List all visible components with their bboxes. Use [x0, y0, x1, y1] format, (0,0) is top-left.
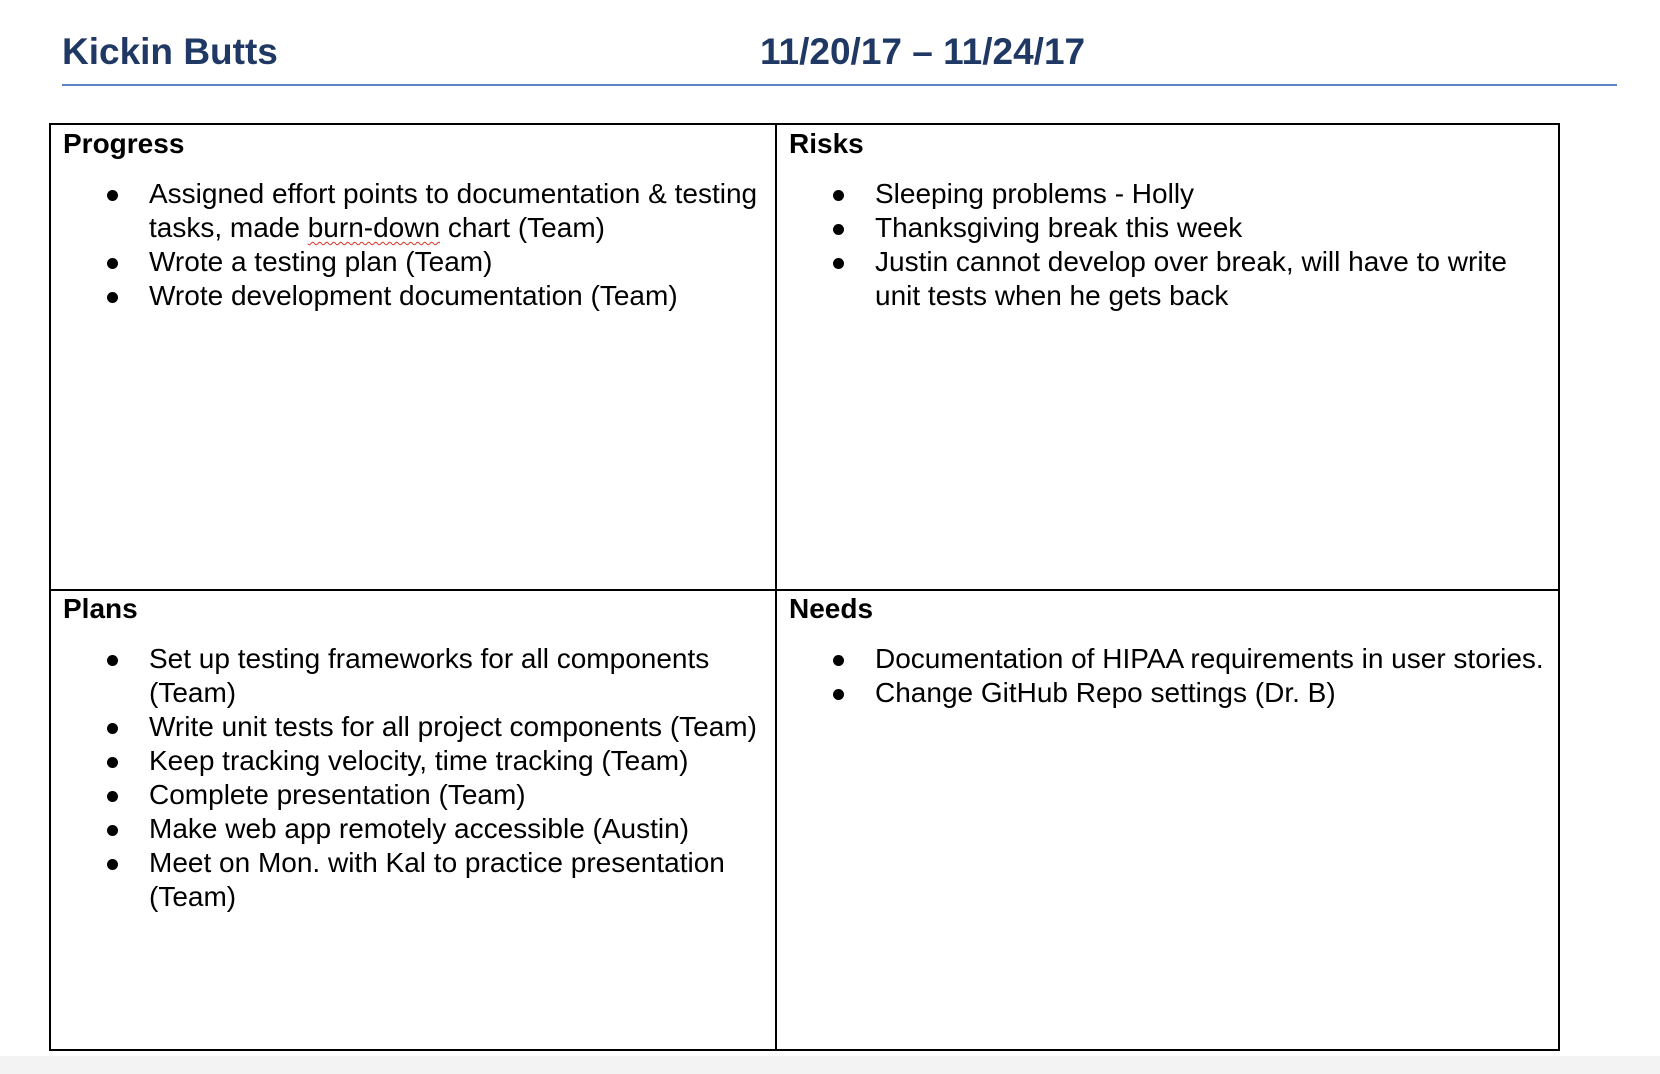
list-item-text: Documentation of HIPAA requirements in user stories.: [875, 643, 1544, 674]
list-item-text: Meet on Mon. with Kal to practice presentation (Team): [149, 847, 725, 912]
bullet-icon: [107, 655, 118, 666]
list-item: [63, 245, 776, 279]
bullet-icon: [107, 292, 118, 303]
progress-list: [63, 177, 776, 313]
list-item: [63, 177, 776, 245]
bullet-icon: [833, 190, 844, 201]
list-item-text: Wrote development documentation (Team): [149, 280, 678, 311]
list-item: [63, 710, 776, 744]
bullet-icon: [833, 689, 844, 700]
bullet-icon: [107, 723, 118, 734]
risks-list: [789, 177, 1558, 313]
list-item: [789, 642, 1558, 676]
status-table: [49, 123, 1560, 1051]
list-item-text: Complete presentation (Team): [149, 779, 526, 810]
bullet-icon: [107, 258, 118, 269]
bullet-icon: [833, 258, 844, 269]
list-item: [63, 744, 776, 778]
bullet-icon: [833, 224, 844, 235]
plans-cell: [51, 590, 776, 1049]
list-item-text: Justin cannot develop over break, will have to write unit tests when he gets back: [875, 246, 1507, 311]
needs-heading: Needs: [789, 593, 874, 624]
list-item: [63, 812, 776, 846]
list-item-text: Change GitHub Repo settings (Dr. B): [875, 677, 1336, 708]
list-item-text: Thanksgiving break this week: [875, 212, 1243, 243]
list-item-text: Keep tracking velocity, time tracking (Team): [149, 745, 689, 776]
bullet-icon: [833, 655, 844, 666]
bullet-icon: [107, 825, 118, 836]
list-item-text: Write unit tests for all project components (Team): [149, 711, 757, 742]
list-item-text: Assigned effort points to documentation & testing tasks, made: [149, 178, 758, 243]
bullet-icon: [107, 190, 118, 201]
risks-heading: Risks: [789, 128, 864, 159]
bullet-icon: [107, 757, 118, 768]
header-divider: [62, 84, 1617, 86]
list-item-text: Make web app remotely accessible (Austin): [149, 813, 690, 844]
bullet-icon: [107, 859, 118, 870]
list-item-text: Sleeping problems - Holly: [875, 178, 1195, 209]
progress-heading: Progress: [63, 128, 185, 159]
needs-list: [789, 642, 1558, 710]
list-item: [789, 211, 1558, 245]
risks-cell: [777, 125, 1558, 589]
date-range: 11/20/17 – 11/24/17: [760, 31, 1086, 72]
list-item: [789, 676, 1558, 710]
plans-list: [63, 642, 776, 914]
list-item: [63, 778, 776, 812]
document-title: Kickin Butts: [62, 31, 278, 72]
list-item-text: Wrote a testing plan (Team): [149, 246, 493, 277]
plans-heading: Plans: [63, 593, 138, 624]
list-item: [789, 245, 1558, 313]
spellcheck-flagged-word[interactable]: burn-down: [307, 212, 441, 243]
needs-cell: [777, 590, 1558, 1049]
list-item: [63, 846, 776, 914]
list-item: [789, 177, 1558, 211]
progress-cell: [51, 125, 776, 589]
list-item-text: chart (Team): [440, 212, 605, 243]
list-item: [63, 279, 776, 313]
list-item-text: Set up testing frameworks for all components (Team): [149, 643, 710, 708]
list-item: [63, 642, 776, 710]
page-bottom-edge: [0, 1056, 1660, 1074]
bullet-icon: [107, 791, 118, 802]
